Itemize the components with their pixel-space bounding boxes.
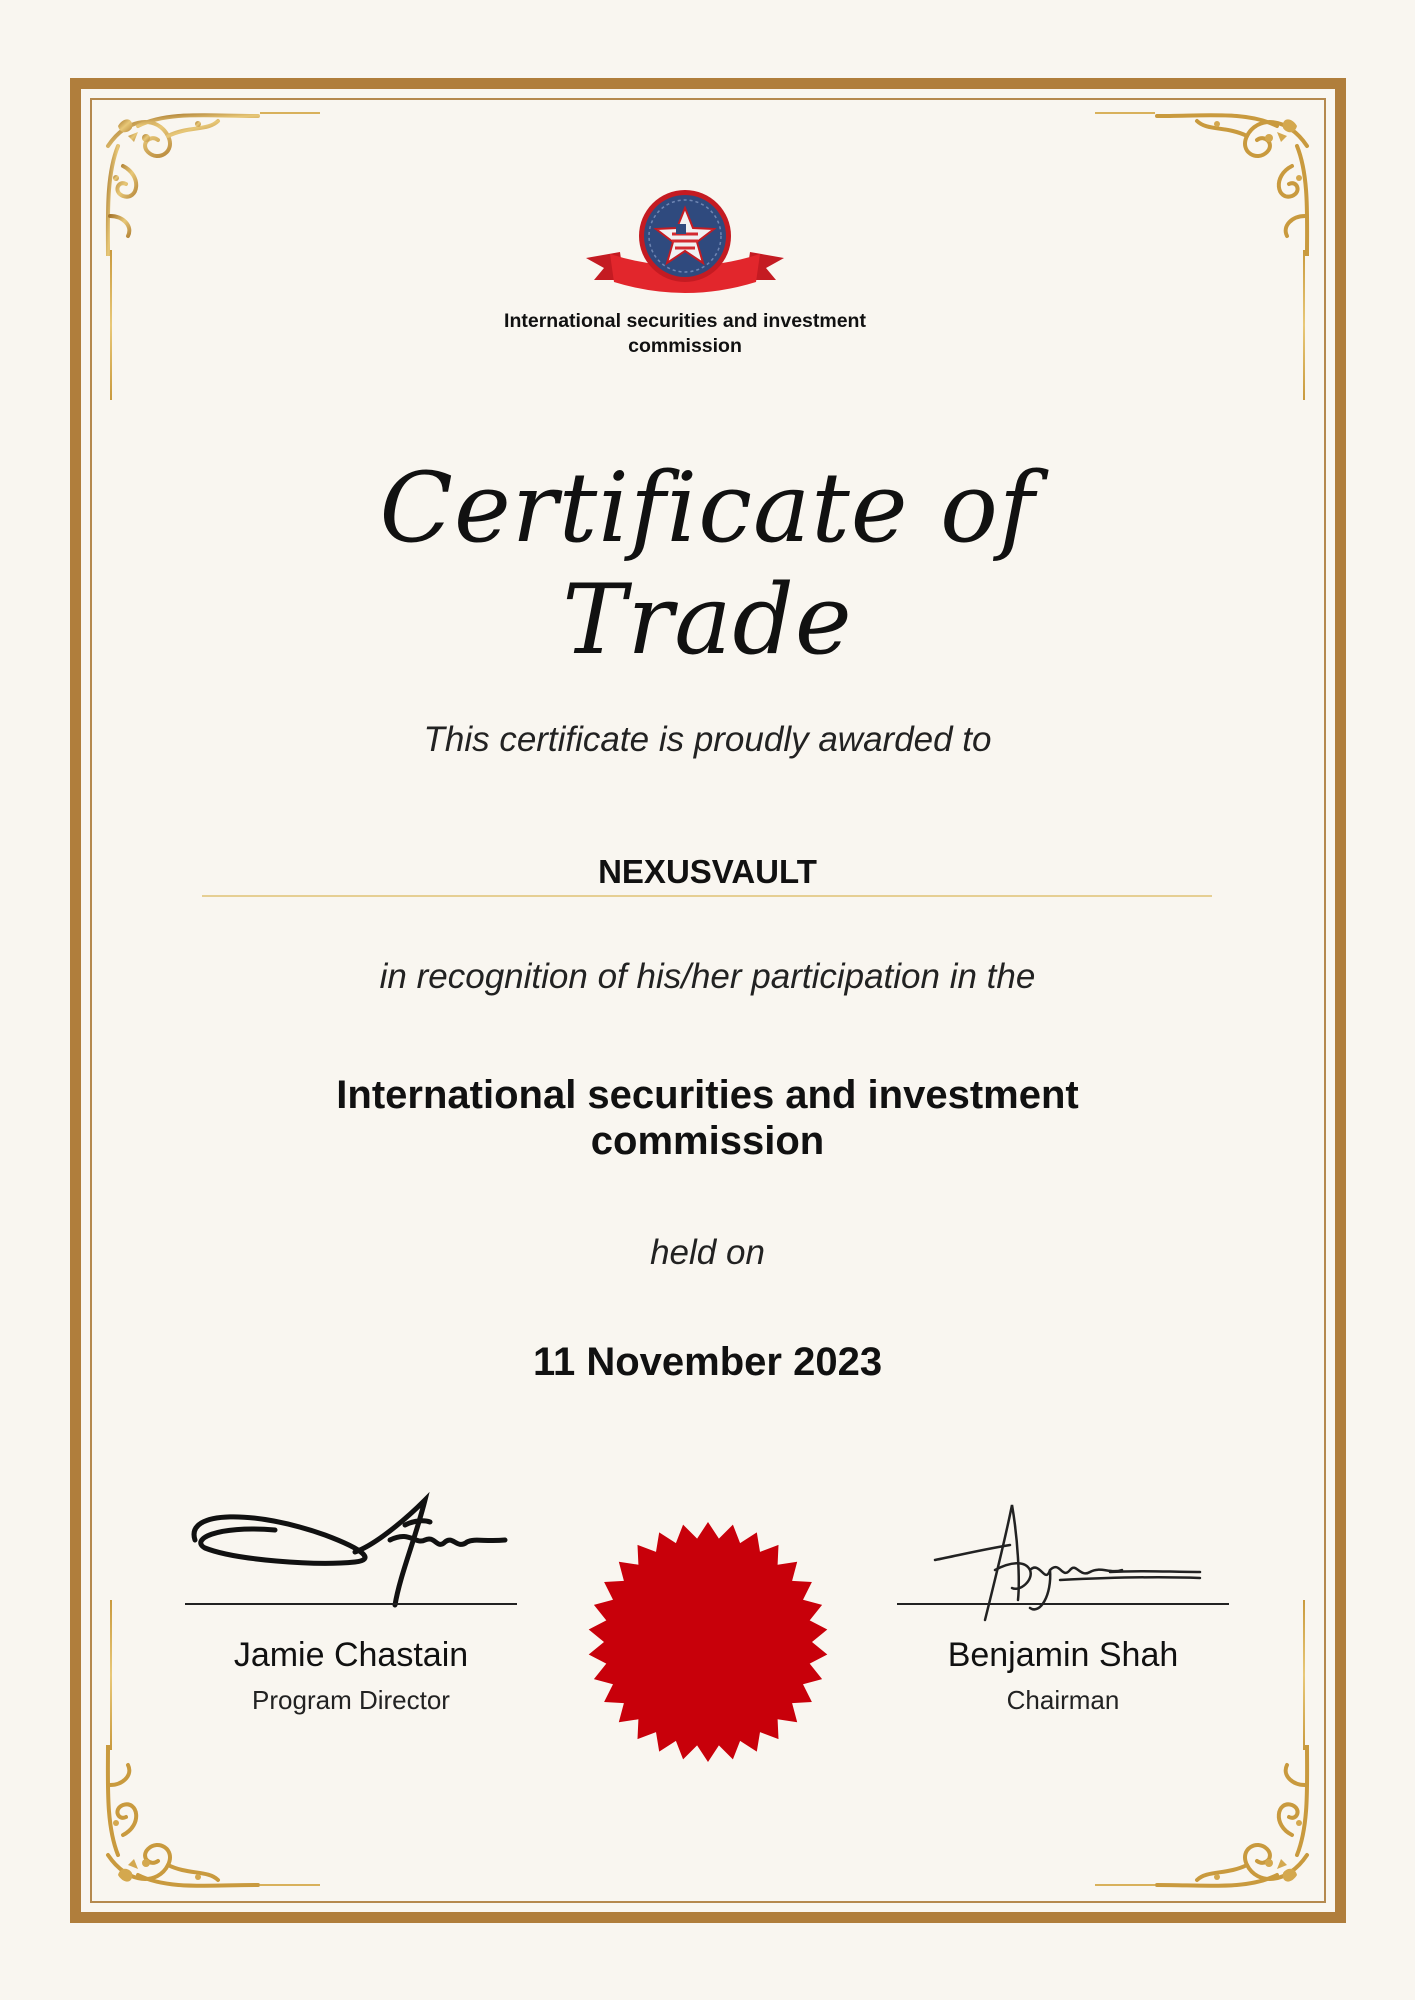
organization-name-line2: commission (628, 335, 742, 357)
signature-line-right (897, 1603, 1229, 1605)
corner-ornament-icon (1147, 1745, 1317, 1895)
corner-ornament-icon (98, 106, 268, 256)
event-name (250, 1072, 1165, 1164)
recipient-name: NEXUSVAULT (598, 853, 817, 890)
event-date: 11 November 2023 (532, 1340, 883, 1384)
top-ornament-line-right (1095, 112, 1155, 114)
star-badge-with-ribbon-icon (580, 188, 790, 303)
recognition-text: in recognition of his/her participation in the (379, 957, 1036, 996)
recipient-underline (202, 895, 1212, 897)
held-on-text: held on (650, 1233, 765, 1272)
corner-ornament-icon (98, 1745, 268, 1895)
bottom-ornament-line-right (1095, 1884, 1155, 1886)
signatory-left-name: Jamie Chastain (233, 1636, 469, 1674)
signature-line-left (185, 1603, 517, 1605)
signatory-right-name: Benjamin Shah (947, 1636, 1179, 1674)
signature-left-icon (175, 1480, 515, 1610)
red-wax-seal-icon (586, 1520, 830, 1764)
corner-ornament-icon (1147, 106, 1317, 256)
right-ornament-line (1303, 250, 1305, 400)
right-ornament-line-bottom (1303, 1600, 1305, 1750)
event-name-line2: commission (590, 1119, 825, 1163)
organization-name-line1: International securities and investment (504, 310, 866, 332)
organization-name (420, 309, 950, 359)
bottom-ornament-line-left (260, 1884, 320, 1886)
signatory-right-role: Chairman (1006, 1685, 1120, 1715)
event-name-line1: International securities and investment (336, 1073, 1079, 1117)
signature-right-icon (900, 1500, 1240, 1630)
top-ornament-line-left (260, 112, 320, 114)
left-ornament-line-bottom (110, 1600, 112, 1750)
certificate-title: Certificate of Trade (379, 452, 1036, 676)
left-ornament-line (110, 250, 112, 400)
signatory-left-role: Program Director (252, 1685, 450, 1715)
awarded-text: This certificate is proudly awarded to (423, 720, 992, 759)
